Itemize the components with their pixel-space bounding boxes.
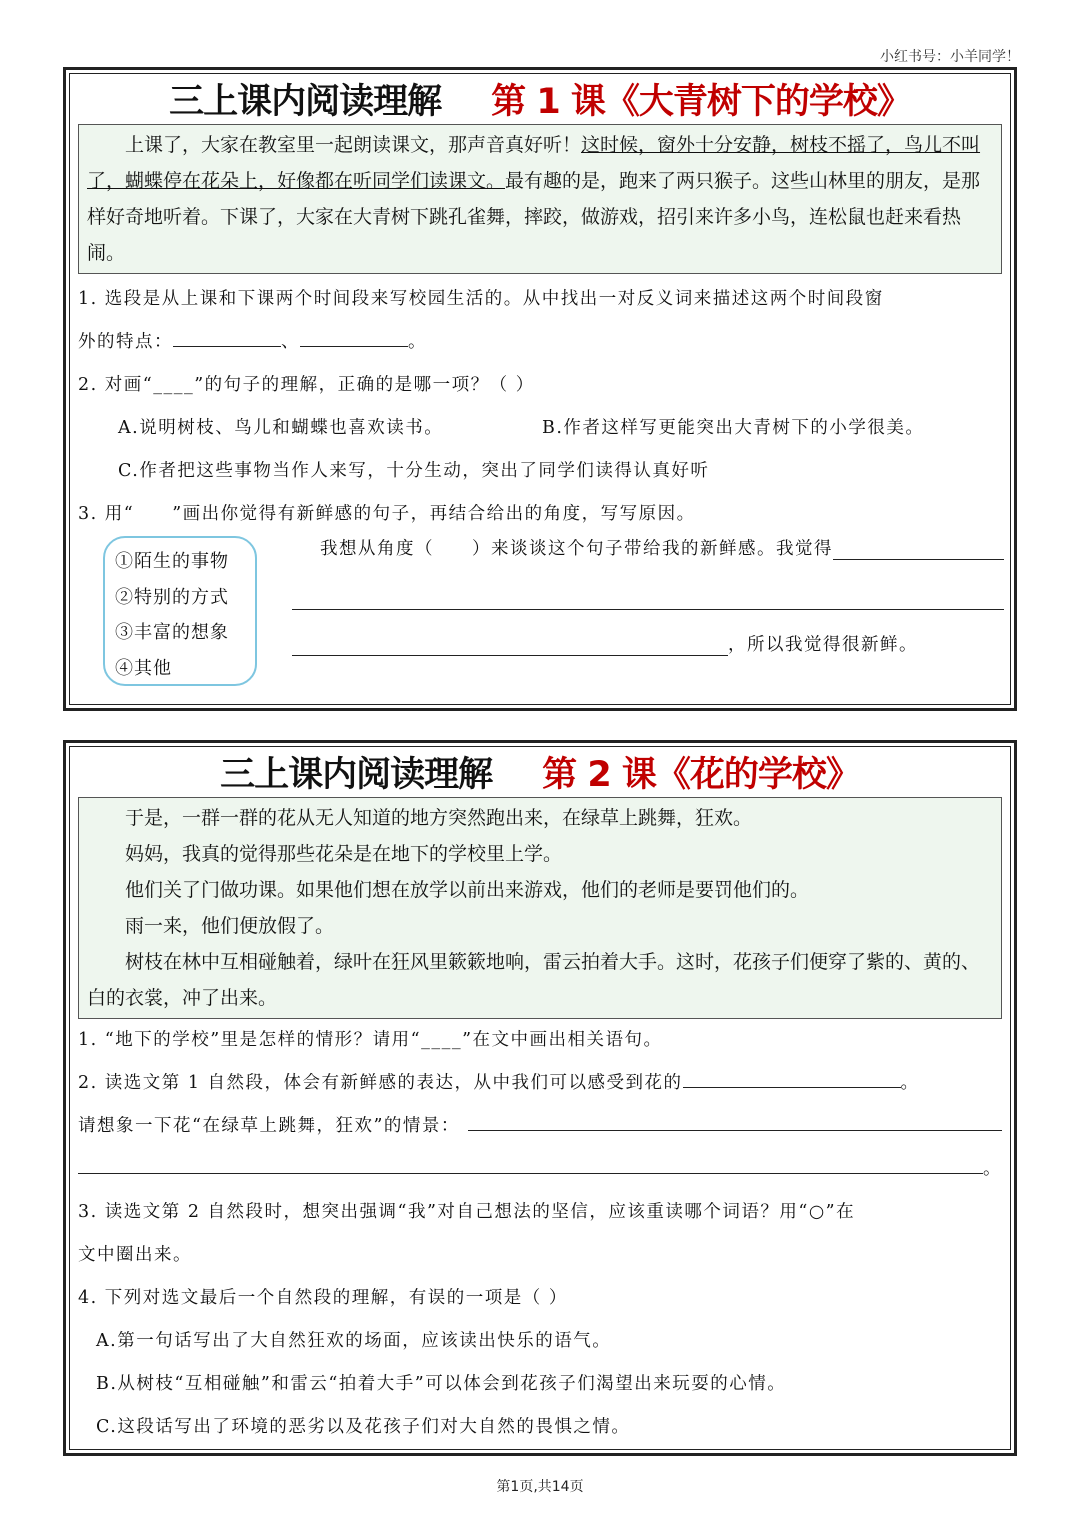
option-b[interactable]: B.作者这样写更能突出大青树下的小学很美。: [542, 418, 925, 438]
q2-text: 请想象一下花“在绿草上跳舞，狂欢”的情景：: [78, 1116, 460, 1136]
header-note: 小红书号：小羊同学！: [880, 49, 1020, 65]
angle-item: ③丰富的想象: [115, 622, 229, 643]
title-left: 三上课内阅读理解: [220, 755, 493, 795]
answer-blank[interactable]: [78, 1155, 983, 1174]
q2-options-ab: [78, 407, 1002, 450]
paragraph: 于是，一群一群的花从无人知道的地方突然跑出来，在绿草上跳舞，狂欢。: [125, 807, 753, 829]
paragraph: 树枝在林中互相碰触着，绿叶在狂风里簌簌地响，雷云拍着大手。这时，花孩子们便穿了紫的、黄的、白的衣裳，冲了出来。: [87, 951, 981, 1009]
answer-blank[interactable]: [468, 1112, 1002, 1131]
answer-blank[interactable]: [173, 328, 281, 347]
q2-cont: [78, 1105, 1002, 1148]
lesson1-passage: [78, 124, 1002, 274]
option-a[interactable]: A.第一句话写出了大自然狂欢的场面，应该读出快乐的语气。: [96, 1331, 612, 1351]
title-left: 三上课内阅读理解: [169, 82, 442, 122]
q2-text: 2. 读选文第 1 自然段，体会有新鲜感的表达，从中我们可以感受到花的: [78, 1073, 683, 1093]
end: 。: [900, 1073, 920, 1093]
lesson2-title: [78, 747, 1002, 797]
q2: [78, 1062, 1002, 1105]
q4: 4. 下列对选文最后一个自然段的理解，有误的一项是（ ）: [78, 1288, 568, 1308]
answer-blank[interactable]: [683, 1069, 901, 1088]
end: 。: [983, 1159, 1002, 1179]
answer-blank[interactable]: [292, 560, 1004, 610]
lesson1-card: [63, 67, 1017, 711]
page-footer: 第1页,共14页: [496, 1479, 584, 1495]
lesson1-title: [78, 74, 1002, 124]
angle-item: ②特别的方式: [115, 586, 229, 608]
q2: 2. 对画“____”的句子的理解，正确的是哪一项？（ ）: [78, 375, 535, 395]
q3: 3. 读选文第 2 自然段时，想突出强调“我”对自己想法的坚信，应该重读哪个词语？用“○”在: [78, 1202, 856, 1222]
q2-line: [78, 1148, 1002, 1191]
answer-blank[interactable]: [833, 559, 1004, 560]
option-c[interactable]: C.作者把这些事物当作人来写，十分生动，突出了同学们读得认真好听: [118, 461, 710, 481]
q1-text: 外的特点：: [78, 332, 173, 352]
lesson2-card: [63, 740, 1017, 1456]
option-b[interactable]: B.从树枝“互相碰触”和雷云“拍着大手”可以体会到花孩子们渴望出来玩耍的心情。: [96, 1374, 787, 1394]
q1: [78, 278, 1002, 321]
paragraph: 他们关了门做功课。如果他们想在放学以前出来游戏，他们的老师是要罚他们的。: [125, 879, 810, 901]
q3: 3. 用“ ”画出你觉得有新鲜感的句子，再结合给出的角度，写写原因。: [78, 504, 696, 524]
q1-text: 1. 选段是从上课和下课两个时间段来写校园生活的。从中找出一对反义词来描述这两个时间段窗: [78, 289, 884, 309]
sep: 、: [281, 332, 300, 352]
paragraph: 妈妈，我真的觉得那些花朵是在地下的学校里上学。: [125, 843, 563, 865]
q3-cont: 文中圈出来。: [78, 1245, 192, 1265]
underlined-sentence: 这时候，窗外十分安静，树枝不摇了，鸟儿不叫了，蝴蝶停在花朵上，好像都在听同学们读课文。: [87, 134, 981, 192]
answer-end: ，所以我觉得很新鲜。: [728, 635, 918, 655]
angle-item: ④其他: [115, 657, 172, 679]
answer-blank[interactable]: [292, 655, 728, 656]
angle-item: ①陌生的事物: [115, 551, 229, 572]
paragraph: 雨一来，他们便放假了。: [125, 915, 335, 937]
answer-start: 我想从角度（ ）来谈谈这个句子带给我的新鲜感。我觉得: [320, 539, 833, 559]
answer-area: [292, 520, 1004, 656]
passage-text: 最有趣的是，跑来了两只猴子。这些山林里的朋友，是那样好奇地听着。下课了，大家在大青树下跳孔雀舞，摔跤，做游戏，招引来许多小鸟，连松鼠也赶来看热闹。: [87, 170, 981, 264]
option-c[interactable]: C.这段话写出了环境的恶劣以及花孩子们对大自然的畏惧之情。: [96, 1417, 631, 1437]
end: 。: [408, 332, 427, 352]
answer-blank[interactable]: [300, 328, 408, 347]
angles-box: [103, 536, 257, 686]
option-a[interactable]: A.说明树枝、鸟儿和蝴蝶也喜欢读书。: [118, 418, 444, 438]
lesson2-passage: [78, 797, 1002, 1019]
title-right: 第 2 课《花的学校》: [542, 755, 860, 795]
q1-cont: [78, 321, 1002, 364]
title-right: 第 1 课《大青树下的学校》: [491, 82, 911, 122]
q1: 1. “地下的学校”里是怎样的情形？请用“____”在文中画出相关语句。: [78, 1030, 663, 1050]
passage-text: 上课了，大家在教室里一起朗读课文，那声音真好听！: [125, 134, 582, 156]
